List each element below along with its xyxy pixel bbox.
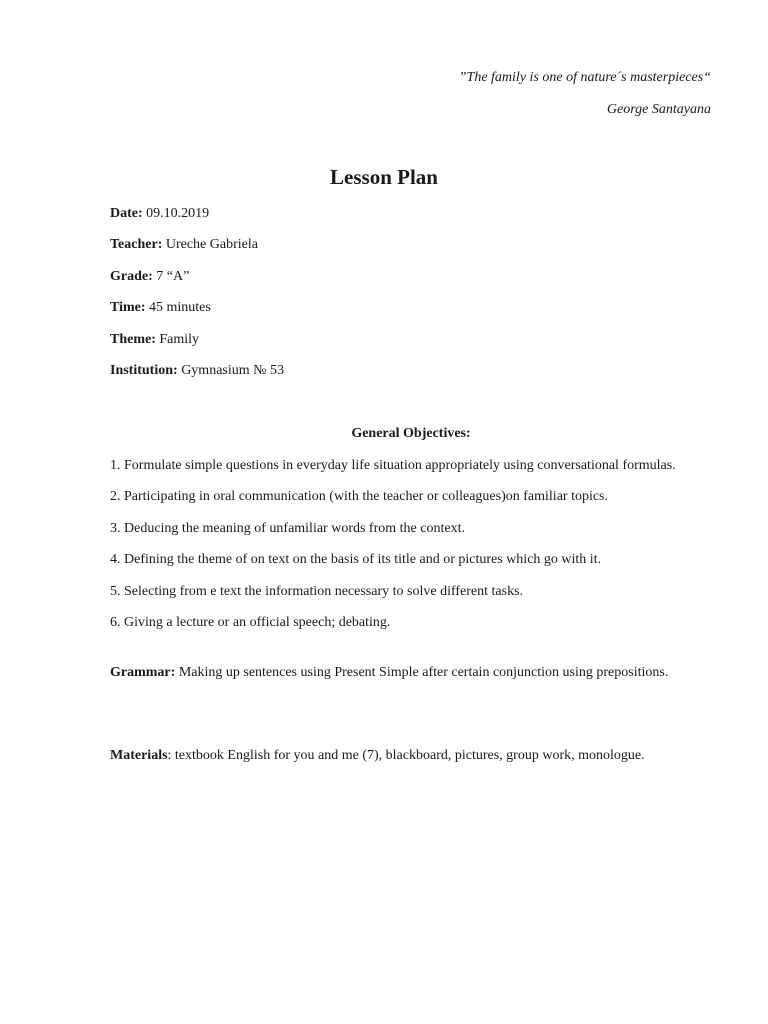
field-value: 7 “A” <box>152 268 190 284</box>
objectives-list <box>110 456 700 644</box>
field-label: Grade: <box>110 268 153 284</box>
field-value: Ureche Gabriela <box>162 237 258 253</box>
objective-item: 5. Selecting from e text the information necessary to solve different tasks. <box>110 583 524 599</box>
materials-value: : textbook English for you and me (7), blackboard, pictures, group work, monologue. <box>167 748 645 763</box>
grammar-paragraph <box>110 663 690 682</box>
objective-item: 1. Formulate simple questions in everyday life situation appropriately using conversational formulas. <box>110 458 676 473</box>
materials-label: Materials <box>110 748 168 763</box>
field-label: Theme: <box>110 331 156 347</box>
field-label: Time: <box>110 300 146 316</box>
field-value: Gymnasium № 53 <box>177 362 284 378</box>
grammar-label: Grammar: <box>110 665 176 680</box>
field-label: Institution: <box>110 362 178 378</box>
objective-item: 2. Participating in oral communication (with the teacher or colleagues)on familiar topics. <box>110 489 609 505</box>
field-label: Date: <box>110 206 143 221</box>
page-title: Lesson Plan <box>330 165 438 189</box>
general-objectives-heading: General Objectives: <box>351 426 471 441</box>
field-value: 45 minutes <box>145 300 211 316</box>
field-value: 09.10.2019 <box>142 206 210 221</box>
field-teacher <box>110 236 284 267</box>
field-time <box>110 299 284 330</box>
epigraph-quote: ”The family is one of nature´s masterpieces“ <box>458 70 711 85</box>
field-value: Family <box>155 331 200 347</box>
field-theme <box>110 331 284 362</box>
field-date <box>110 205 284 236</box>
objective-item: 3. Deducing the meaning of unfamiliar words from the context. <box>110 520 465 536</box>
materials-paragraph <box>110 746 730 765</box>
field-label: Teacher: <box>110 237 163 253</box>
objective-item: 4. Defining the theme of on text on the basis of its title and or pictures which go with it. <box>110 552 602 568</box>
epigraph-author: George Santayana <box>606 102 711 117</box>
objective-item: 6. Giving a lecture or an official speech; debating. <box>110 614 391 630</box>
field-grade <box>110 268 284 299</box>
field-institution <box>110 362 284 393</box>
lesson-info-list <box>110 205 284 393</box>
grammar-value: Making up sentences using Present Simple after certain conjunction using prepositions. <box>175 665 669 680</box>
